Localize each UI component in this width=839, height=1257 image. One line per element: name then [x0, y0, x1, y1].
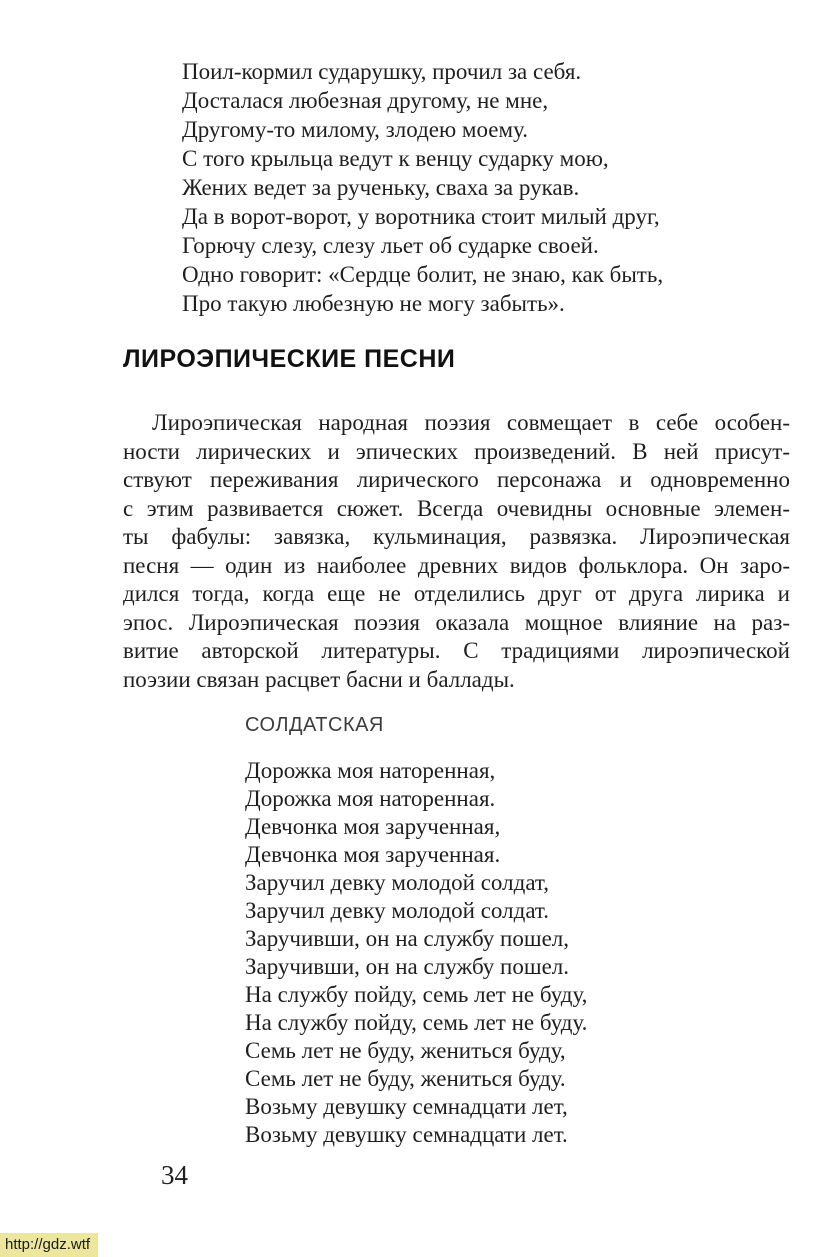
verse-line: Возьму девушку семнадцати лет, [245, 1094, 568, 1119]
verse-line: Жених ведет за рученьку, сваха за рукав. [182, 175, 580, 200]
verse-line: Заручивши, он на службу пошел. [245, 954, 570, 979]
section-paragraph [123, 409, 790, 694]
verse-line: С того крыльца ведут к венцу сударку мою, [182, 146, 609, 171]
soldatskaya-verse [245, 757, 587, 1149]
verse-line: Заручил девку молодой солдат, [245, 870, 549, 895]
verse-line: Да в ворот-ворот, у воротника стоит милый друг, [182, 204, 660, 229]
paragraph-line: песня — один из наиболее древних видов фольклора. Он заро- [123, 552, 790, 578]
section-heading: ЛИРОЭПИЧЕСКИЕ ПЕСНИ [123, 345, 456, 373]
paragraph-line: дился тогда, когда еще не отделились друг от друга лирика и [123, 581, 790, 606]
verse-line: Поил-кормил сударушку, прочил за себя. [182, 59, 582, 84]
verse-line: Семь лет не буду, жениться буду, [245, 1038, 566, 1063]
verse-line: Дорожка моя наторенная. [245, 786, 496, 811]
verse-line: Заручил девку молодой солдат. [245, 898, 549, 923]
paragraph-line: с этим развивается сюжет. Всегда очевидны основные элемен- [123, 495, 790, 521]
page-number: 34 [161, 1160, 188, 1190]
intro-song-verse [182, 57, 663, 318]
paragraph-line: ности лирических и эпических произведений. В ней присут- [123, 438, 790, 464]
verse-line: Девчонка моя зарученная, [245, 814, 501, 839]
paragraph-line: Лироэпическая народная поэзия совмещает в себе особен- [152, 410, 790, 435]
watermark [0, 1233, 98, 1257]
verse-line: Заручивши, он на службу пошел, [245, 926, 570, 951]
paragraph-line: поэзии связан расцвет басни и баллады. [123, 666, 515, 692]
paragraph-line: витие авторской литературы. С традициями лироэпической [123, 638, 790, 663]
verse-line: Досталася любезная другому, не мне, [182, 88, 549, 113]
song-title: СОЛДАТСКАЯ [245, 714, 384, 736]
verse-line: На службу пойду, семь лет не буду, [245, 982, 588, 1007]
paragraph-line: ствуют переживания лирического персонажа и одновременно [123, 467, 790, 492]
verse-line: Семь лет не буду, жениться буду. [245, 1066, 566, 1091]
verse-line: Одно говорит: «Сердце болит, не знаю, как быть, [182, 262, 664, 287]
verse-line: Про такую любезную не могу забыть». [182, 291, 565, 316]
verse-line: Горючу слезу, слезу льет об сударке своей. [182, 233, 599, 258]
verse-line: Девчонка моя зарученная. [245, 842, 501, 867]
paragraph-line: ты фабулы: завязка, кульминация, развязка. Лироэпическая [123, 524, 790, 549]
watermark-url: http://gdz.wtf [5, 1236, 91, 1253]
paragraph-line: эпос. Лироэпическая поэзия оказала мощное влияние на раз- [123, 609, 790, 635]
verse-line: Дорожка моя наторенная, [245, 758, 496, 783]
verse-line: На службу пойду, семь лет не буду. [245, 1010, 588, 1035]
verse-line: Другому-то милому, злодею моему. [182, 117, 528, 142]
verse-line: Возьму девушку семнадцати лет. [245, 1122, 568, 1147]
